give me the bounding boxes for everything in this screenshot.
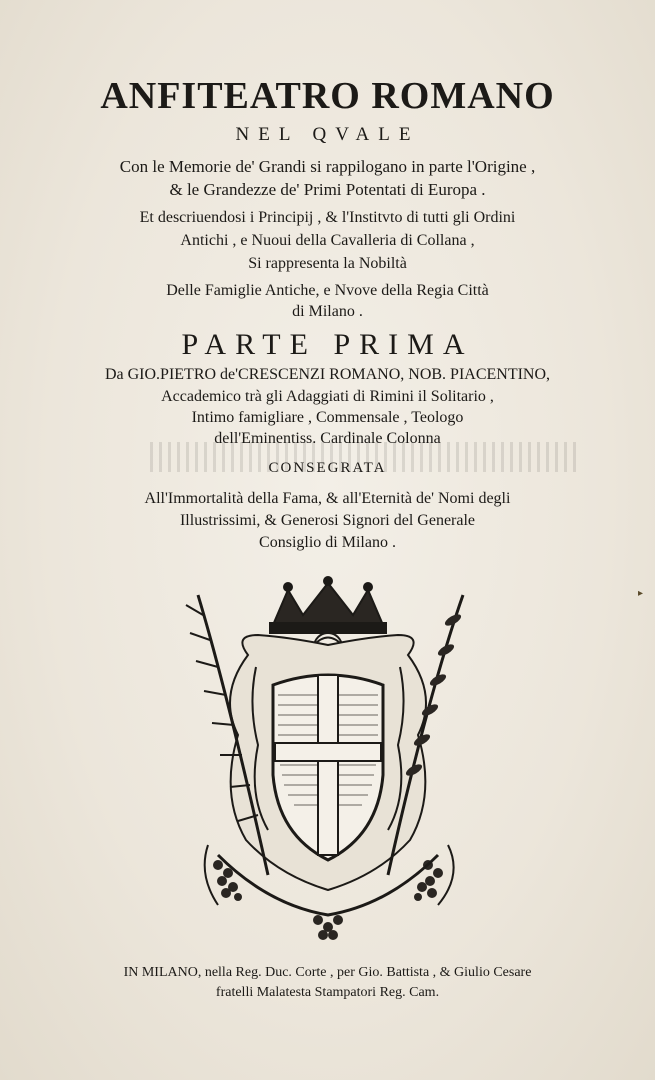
description-line-6: Delle Famiglie Antiche, e Nvove della Regia Città	[166, 282, 489, 299]
margin-mark-icon: ▸	[637, 588, 643, 599]
description-line-3: Et descriuendosi i Principij , & l'Institvto di tutti gli Ordini	[139, 209, 516, 226]
description-line-4: Antichi , e Nuoui della Cavalleria di Collana ,	[180, 232, 475, 249]
subtitle-nel-quale: NEL QVALE	[235, 124, 420, 145]
description-line-7: di Milano .	[292, 303, 363, 320]
dedication-line-2: Illustrissimi, & Generosi Signori del Generale	[179, 512, 476, 529]
book-title: ANFITEATRO ROMANO	[100, 75, 555, 117]
coat-of-arms-emblem	[178, 575, 478, 950]
author-line-4: dell'Eminentiss. Cardinale Colonna	[214, 430, 441, 447]
imprint-line-1: IN MILANO, nella Reg. Duc. Corte , per Gio. Battista , & Giulio Cesare	[123, 965, 532, 980]
dedication-line-1: All'Immortalità della Fama, & all'Eternità de' Nomi degli	[144, 490, 511, 507]
description-line-1: Con le Memorie de' Grandi si rappilogano in parte l'Origine ,	[119, 157, 536, 176]
author-line-1: Da GIO.PIETRO de'CRESCENZI ROMANO, NOB. PIACENTINO,	[104, 366, 551, 383]
description-line-5: Si rappresenta la Nobiltà	[248, 255, 407, 272]
imprint-line-2: fratelli Malatesta Stampatori Reg. Cam.	[215, 985, 440, 1000]
part-heading: PARTE PRIMA	[181, 328, 474, 361]
description-line-2: & le Grandezze de' Primi Potentati di Europa .	[169, 180, 486, 199]
dedication-line-3: Consiglio di Milano .	[259, 534, 396, 551]
consecrated-heading: CONSEGRATA	[268, 460, 387, 476]
author-line-3: Intimo famigliare , Commensale , Teologo	[191, 409, 464, 426]
author-line-2: Accademico trà gli Adaggiati di Rimini il Solitario ,	[161, 388, 494, 405]
